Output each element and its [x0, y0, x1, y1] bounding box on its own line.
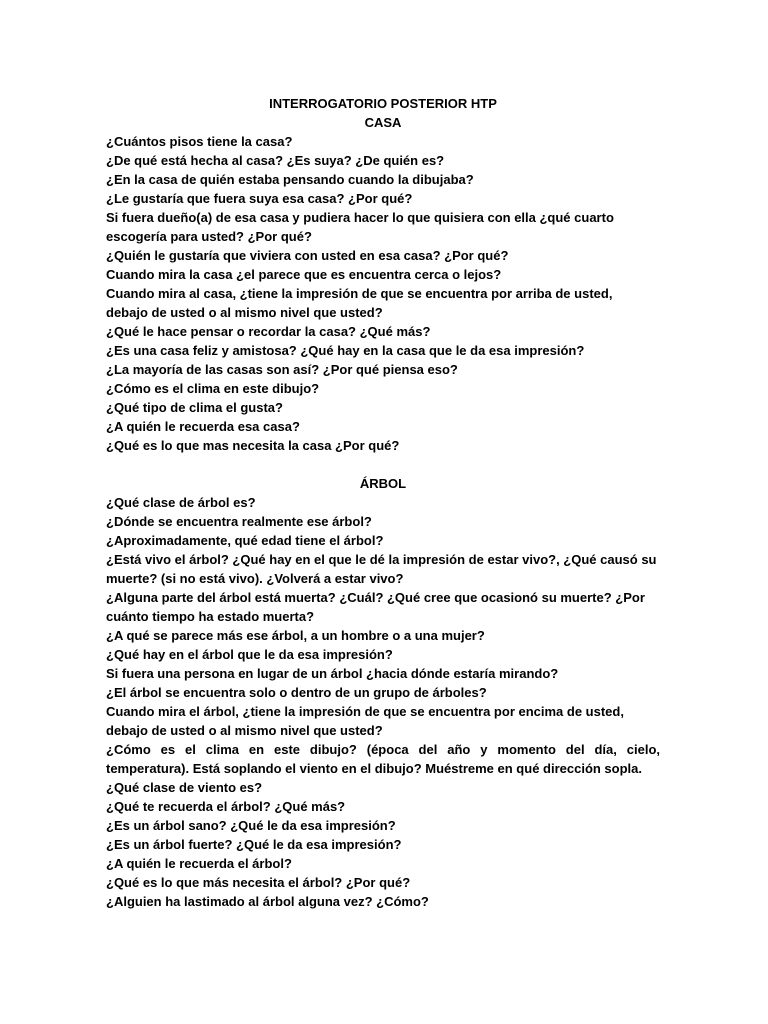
casa-line: ¿De qué está hecha al casa? ¿Es suya? ¿De quién es? [106, 153, 445, 168]
casa-line: Si fuera dueño(a) de esa casa y pudiera hacer lo que quisiera con ella ¿qué cuarto [106, 210, 614, 225]
section-heading-arbol: ÁRBOL [359, 476, 407, 491]
casa-line: ¿Cuántos pisos tiene la casa? [106, 134, 293, 149]
arbol-line: ¿A quién le recuerda el árbol? [106, 856, 292, 871]
casa-line: ¿Quién le gustaría que viviera con usted en esa casa? ¿Por qué? [106, 248, 509, 263]
arbol-line: ¿Dónde se encuentra realmente ese árbol? [106, 514, 372, 529]
casa-line: ¿Cómo es el clima en este dibujo? [106, 381, 320, 396]
casa-line: ¿Qué tipo de clima el gusta? [106, 400, 283, 415]
casa-line: ¿Qué es lo que mas necesita la casa ¿Por qué? [106, 438, 400, 453]
arbol-questions [106, 493, 660, 911]
arbol-line: ¿Alguna parte del árbol está muerta? ¿Cuál? ¿Qué cree que ocasionó su muerte? ¿Por [106, 590, 645, 605]
section-heading-casa: CASA [364, 115, 402, 130]
document-title: INTERROGATORIO POSTERIOR HTP [269, 96, 497, 111]
arbol-line: ¿Qué hay en el árbol que le da esa impresión? [106, 647, 393, 662]
arbol-line: ¿Alguien ha lastimado al árbol alguna vez? ¿Cómo? [106, 894, 429, 909]
casa-line: ¿En la casa de quién estaba pensando cuando la dibujaba? [106, 172, 474, 187]
casa-line: Cuando mira la casa ¿el parece que es encuentra cerca o lejos? [106, 267, 502, 282]
casa-line: ¿A quién le recuerda esa casa? [106, 419, 300, 434]
arbol-line: ¿A qué se parece más ese árbol, a un hombre o a una mujer? [106, 628, 485, 643]
casa-line: ¿Le gustaría que fuera suya esa casa? ¿Por qué? [106, 191, 413, 206]
arbol-line: ¿Qué clase de árbol es? [106, 495, 256, 510]
casa-line: Cuando mira al casa, ¿tiene la impresión de que se encuentra por arriba de usted, [106, 286, 613, 301]
arbol-line: ¿Aproximadamente, qué edad tiene el árbol? [106, 533, 384, 548]
arbol-line: ¿Qué clase de viento es? [106, 780, 263, 795]
arbol-line: muerte? (si no está vivo). ¿Volverá a estar vivo? [106, 571, 404, 586]
casa-line: ¿La mayoría de las casas son así? ¿Por qué piensa eso? [106, 362, 458, 377]
arbol-line: ¿Qué es lo que más necesita el árbol? ¿Por qué? [106, 875, 411, 890]
casa-line: ¿Qué le hace pensar o recordar la casa? ¿Qué más? [106, 324, 431, 339]
casa-questions [106, 132, 660, 455]
arbol-line: ¿Es un árbol sano? ¿Qué le da esa impresión? [106, 818, 396, 833]
section-gap [106, 455, 660, 474]
document-page [106, 94, 660, 911]
casa-line: ¿Es una casa feliz y amistosa? ¿Qué hay en la casa que le da esa impresión? [106, 343, 585, 358]
casa-line: escogería para usted? ¿Por qué? [106, 229, 312, 244]
arbol-line: cuánto tiempo ha estado muerta? [106, 609, 315, 624]
arbol-line: ¿Qué te recuerda el árbol? ¿Qué más? [106, 799, 346, 814]
arbol-line: Cuando mira el árbol, ¿tiene la impresión de que se encuentra por encima de usted, [106, 704, 624, 719]
arbol-line: ¿Es un árbol fuerte? ¿Qué le da esa impresión? [106, 837, 402, 852]
arbol-justified-line: ¿Cómo es el clima en este dibujo? (época del año y momento del día, cielo, [106, 742, 660, 757]
arbol-line: Si fuera una persona en lugar de un árbol ¿hacia dónde estaría mirando? [106, 666, 559, 681]
casa-line: debajo de usted o al mismo nivel que usted? [106, 305, 383, 320]
arbol-line: ¿El árbol se encuentra solo o dentro de un grupo de árboles? [106, 685, 487, 700]
arbol-line: debajo de usted o al mismo nivel que usted? [106, 723, 383, 738]
arbol-line: ¿Está vivo el árbol? ¿Qué hay en el que le dé la impresión de estar vivo?, ¿Qué causó su [106, 552, 657, 567]
arbol-line: temperatura). Está soplando el viento en el dibujo? Muéstreme en qué dirección sopla. [106, 761, 643, 776]
